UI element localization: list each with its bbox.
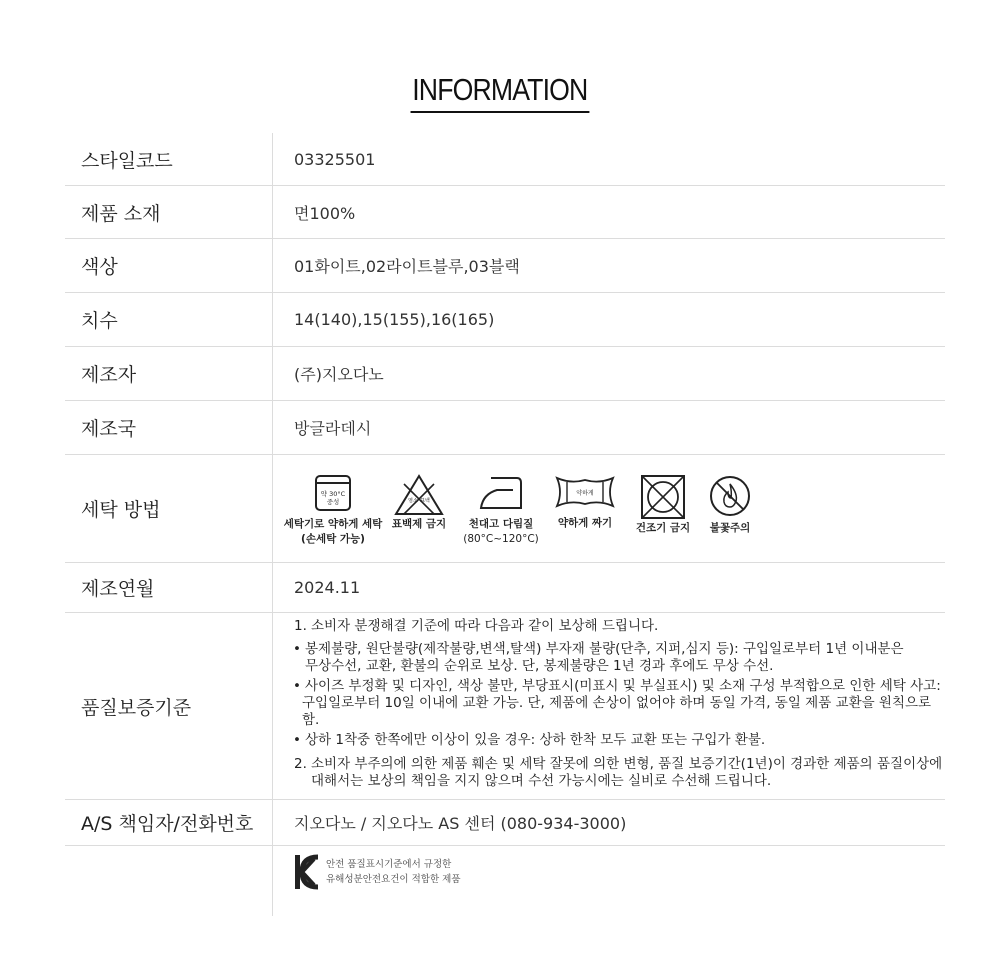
wash-caption <box>284 517 383 547</box>
kc-certification <box>294 853 461 891</box>
quality-bullet <box>293 641 945 675</box>
kc-line: 유해성분안전요건이 적합한 제품 <box>326 874 461 885</box>
row-label: 스타일코드 <box>65 133 273 185</box>
row-value: 01화이트,02라이트블루,03블랙 <box>294 257 520 276</box>
wash-caption <box>392 517 446 532</box>
wash-item <box>283 474 383 547</box>
bullet-line: 구입일로부터 10일 이내에 교환 가능. 단, 제품에 손상이 없어야 하며 동일 가격, 동일 제품 교환을 원칙으로 함. <box>302 695 932 728</box>
wash-caption <box>710 521 751 536</box>
wash-item <box>380 474 458 532</box>
row-value <box>273 455 945 562</box>
row-value <box>273 613 945 799</box>
quality-bullet <box>293 678 945 729</box>
row-label-empty <box>65 846 273 916</box>
quality-list <box>294 616 945 796</box>
item-number: 1. <box>294 618 307 634</box>
row-kc-mark <box>65 846 945 916</box>
kc-line: 안전 품질표시기준에서 규정한 <box>326 859 452 870</box>
row-label: 색상 <box>65 239 273 292</box>
row-size <box>65 293 945 347</box>
bullet-icon: • <box>293 678 301 694</box>
item-text: 소비자 분쟁해결 기준에 따라 다음과 같이 보상해 드립니다. <box>311 618 659 634</box>
row-value <box>273 846 945 916</box>
no-tumble-dry-icon <box>640 474 686 520</box>
caption-line: (80°C~120°C) <box>463 533 539 545</box>
row-value: 방글라데시 <box>294 419 372 438</box>
row-quality-standard <box>65 613 945 800</box>
quality-item-1 <box>294 618 945 635</box>
wash-icon-row <box>283 470 760 547</box>
row-value: (주)지오다노 <box>294 365 384 384</box>
wash-neutral-text: 중성 <box>326 498 340 506</box>
caption-line: (손세탁 가능) <box>301 533 365 545</box>
iron-icon <box>477 474 525 512</box>
wash-caption <box>558 516 612 531</box>
row-value: 03325501 <box>294 149 376 169</box>
bleach-text: 염소 <box>408 498 418 504</box>
washtub-icon <box>314 474 352 512</box>
bullet-line: 사이즈 부정확 및 디자인, 색상 불만, 부당표시(미표시 및 부실표시) 및 소재 구성 부적합으로 인한 세탁 사고: <box>305 678 941 694</box>
kc-mark-icon <box>294 853 322 891</box>
row-label: A/S 책임자/전화번호 <box>65 800 273 845</box>
kc-text <box>326 857 461 887</box>
row-value: 지오다노 / 지오다노 AS 센터 (080-934-3000) <box>294 814 627 833</box>
row-style-code <box>65 133 945 186</box>
title-wrap <box>0 72 1000 113</box>
row-label: 제조연월 <box>65 563 273 612</box>
row-wash-method <box>65 455 945 563</box>
wash-item <box>626 474 700 536</box>
caption-line: 천대고 다림질 <box>468 518 534 530</box>
row-country <box>65 401 945 455</box>
caption-line: 세탁기로 약하게 세탁 <box>283 518 383 530</box>
row-material <box>65 186 945 239</box>
caption-line: 불꽃주의 <box>709 522 751 534</box>
caption-line: 약하게 짜기 <box>557 517 613 529</box>
info-table <box>65 133 945 916</box>
wash-temp-text: 약 30°C <box>320 490 346 498</box>
row-maker <box>65 347 945 401</box>
wash-caption <box>463 517 539 547</box>
bullet-line: 상하 1착중 한쪽에만 이상이 있을 경우: 상하 한착 모두 교환 또는 구입가 환불. <box>305 732 766 748</box>
wash-caption <box>636 521 690 536</box>
item-text: 소비자 부주의에 의한 제품 훼손 및 세탁 잘못에 의한 변형, 품질 보증기간(1년)이 경과한 제품의 품질이상에 <box>311 756 943 772</box>
row-as-contact <box>65 800 945 846</box>
item-number: 2. <box>294 756 307 772</box>
row-manufacture-date <box>65 563 945 613</box>
bullet-line: 봉제불량, 원단불량(제작불량,변색,탈색) 부자재 불량(단추, 지퍼,심지 등): 구입일로부터 1년 이내분은 <box>305 641 904 657</box>
row-label: 세탁 방법 <box>65 455 273 562</box>
quality-item-2 <box>294 756 945 790</box>
bullet-icon: • <box>293 641 301 657</box>
caption-line: 표백제 금지 <box>391 518 447 530</box>
no-bleach-icon <box>394 474 444 516</box>
wash-item <box>458 474 544 547</box>
row-value: 면100% <box>294 203 356 223</box>
wash-item <box>700 474 760 536</box>
row-label: 치수 <box>65 293 273 346</box>
wash-item <box>544 474 626 531</box>
no-fire-icon <box>708 474 752 518</box>
row-label: 제조자 <box>65 347 273 400</box>
row-label: 제조국 <box>65 401 273 454</box>
bleach-text: 표백 <box>420 498 430 504</box>
bullet-icon: • <box>293 732 301 748</box>
caption-line: 건조기 금지 <box>635 522 691 534</box>
row-value: 2024.11 <box>294 578 361 597</box>
row-value: 14(140),15(155),16(165) <box>294 310 495 329</box>
page-title: INFORMATION <box>411 72 590 113</box>
bullet-line: 무상수선, 교환, 환불의 순위로 보상. 단, 봉제불량은 1년 경과 후에도 무상 수선. <box>305 658 774 674</box>
row-color <box>65 239 945 293</box>
item-text: 대해서는 보상의 책임을 지지 않으며 수선 가능시에는 실비로 수선해 드립니다. <box>311 773 772 789</box>
wring-text: 약하게 <box>576 490 594 497</box>
row-label: 제품 소재 <box>65 186 273 238</box>
row-label: 품질보증기준 <box>65 613 273 799</box>
gentle-wring-icon <box>555 474 615 510</box>
quality-bullet <box>293 732 945 749</box>
